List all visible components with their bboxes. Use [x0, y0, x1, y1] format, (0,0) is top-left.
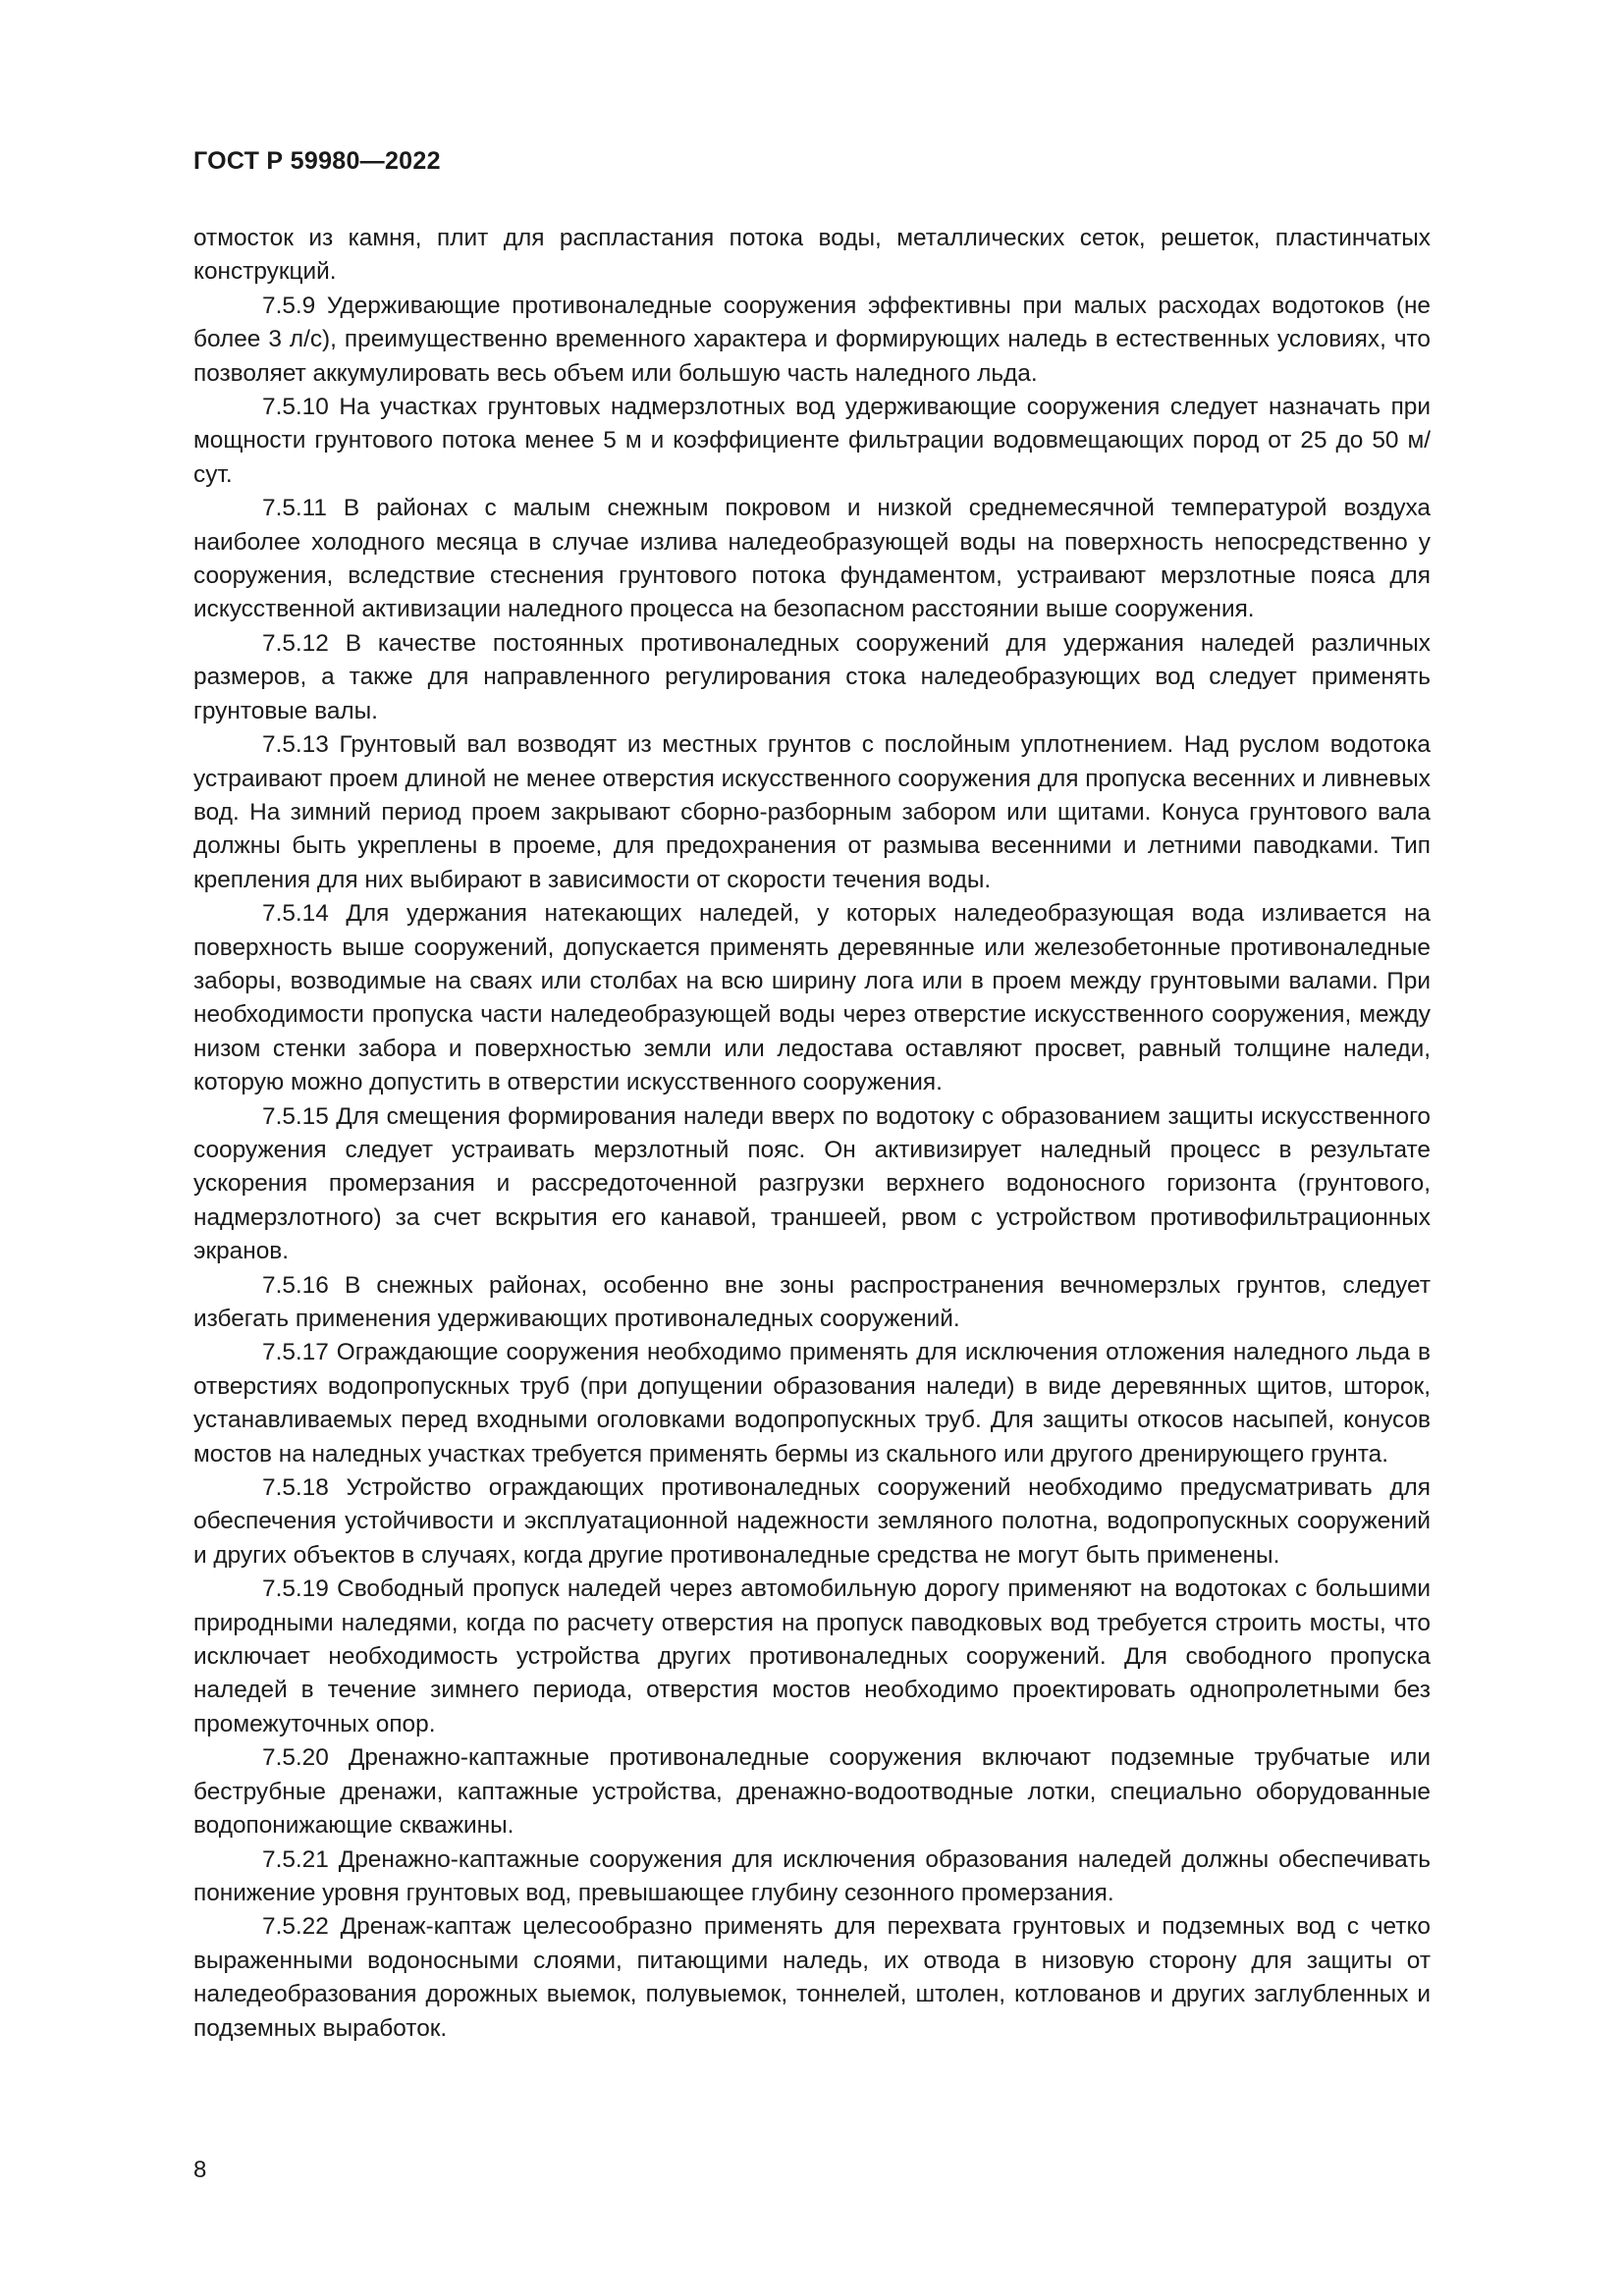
paragraph-7-5-12: 7.5.12 В качестве постоянных противоналедных сооружений для удержания наледей различных размеров, а также для направленного регулирования стока наледеобразующих вод следует применять грунтовые валы. [193, 629, 1431, 724]
paragraph-7-5-19: 7.5.19 Свободный пропуск наледей через автомобильную дорогу применяют на водотоках с большими природными наледями, когда по расчету отверстия на пропуск паводковых вод требуется строить мосты, что исключает необходимость устройства других противоналедных сооружений. Для свободного пропуска наледей в течение зимнего периода, отверстия мостов необходимо проектировать однопролетными без промежуточных опор. [193, 1575, 1431, 1737]
paragraph-7-5-11: 7.5.11 В районах с малым снежным покровом и низкой среднемесячной температурой воздуха наиболее холодного месяца в случае излива наледеобразующей воды на поверхность непосредственно у сооружения, вследствие стеснения грунтового потока фундаментом, устраивают мерзлотные пояса для искусственной активизации наледного процесса на безопасном расстоянии выше сооружения. [193, 495, 1431, 623]
paragraph-7-5-16: 7.5.16 В снежных районах, особенно вне зоны распространения вечномерзлых грунтов, следует избегать применения удерживающих противоналедных сооружений. [193, 1271, 1431, 1332]
document-body [193, 222, 1431, 2046]
paragraph-continuation: отмосток из камня, плит для распластания потока воды, металлических сеток, решеток, пластинчатых конструкций. [193, 225, 1431, 286]
paragraph-7-5-9: 7.5.9 Удерживающие противоналедные сооружения эффективны при малых расходах водотоков (не более 3 л/с), преимущественно временного характера и формирующих наледь в естественных условиях, что позволяет аккумулировать весь объем или большую часть наледного льда. [193, 292, 1431, 387]
paragraph-7-5-14: 7.5.14 Для удержания натекающих наледей, у которых наледеобразующая вода изливается на поверхность выше сооружений, допускается применять деревянные или железобетонные противоналедные заборы, возводимые на сваях или столбах на всю ширину лога или в проем между грунтовыми валами. При необходимости пропуска части наледеобразующей воды через отверстие искусственного сооружения, между низом стенки забора и поверхностью земли или ледостава оставляют просвет, равный толщине наледи, которую можно допустить в отверстии искусственного сооружения. [193, 900, 1431, 1096]
paragraph-7-5-18: 7.5.18 Устройство ограждающих противоналедных сооружений необходимо предусматривать для обеспечения устойчивости и эксплуатационной надежности земляного полотна, водопропускных сооружений и других объектов в случаях, когда другие противоналедные средства не могут быть применены. [193, 1474, 1431, 1569]
paragraph-7-5-20: 7.5.20 Дренажно-каптажные противоналедные сооружения включают подземные трубчатые или беструбные дренажи, каптажные устройства, дренажно-водоотводные лотки, специально оборудованные водопонижающие скважины. [193, 1744, 1431, 1840]
paragraph-7-5-10: 7.5.10 На участках грунтовых надмерзлотных вод удерживающие сооружения следует назначать при мощности грунтового потока менее 5 м и коэффициенте фильтрации водовмещающих пород от 25 до 50 м/сут. [193, 394, 1431, 488]
paragraph-7-5-13: 7.5.13 Грунтовый вал возводят из местных грунтов с послойным уплотнением. Над руслом водотока устраивают проем длиной не менее отверстия искусственного сооружения для пропуска весенних и ливневых вод. На зимний период проем закрывают сборно-разборным забором или щитами. Конуса грунтового вала должны быть укреплены в проеме, для предохранения от размыва весенними и летними паводками. Тип крепления для них выбирают в зависимости от скорости течения воды. [193, 731, 1431, 893]
paragraph-7-5-21: 7.5.21 Дренажно-каптажные сооружения для исключения образования наледей должны обеспечивать понижение уровня грунтовых вод, превышающее глубину сезонного промерзания. [193, 1845, 1431, 1906]
paragraph-7-5-15: 7.5.15 Для смещения формирования наледи вверх по водотоку с образованием защиты искусственного сооружения следует устраивать мерзлотный пояс. Он активизирует наледный процесс в результате ускорения промерзания и рассредоточенной разгрузки верхнего водоносного горизонта (грунтового, надмерзлотного) за счет вскрытия его канавой, траншеей, рвом с устройством противофильтрационных экранов. [193, 1102, 1431, 1265]
document-standard-id: ГОСТ Р 59980—2022 [193, 147, 441, 175]
paragraph-7-5-22: 7.5.22 Дренаж-каптаж целесообразно применять для перехвата грунтовых и подземных вод с четко выраженными водоносными слоями, питающими наледь, их отвода в низовую сторону для защиты от наледеобразования дорожных выемок, полувыемок, тоннелей, штолен, котлованов и других заглубленных и подземных выработок. [193, 1913, 1431, 2042]
page-number: 8 [193, 2157, 207, 2183]
paragraph-7-5-17: 7.5.17 Ограждающие сооружения необходимо применять для исключения отложения наледного льда в отверстиях водопропускных труб (при допущении образования наледи) в виде деревянных щитов, шторок, устанавливаемых перед входными оголовками водопропускных труб. Для защиты откосов насыпей, конусов мостов на наледных участках требуется применять бермы из скального или другого дренирующего грунта. [193, 1339, 1431, 1468]
